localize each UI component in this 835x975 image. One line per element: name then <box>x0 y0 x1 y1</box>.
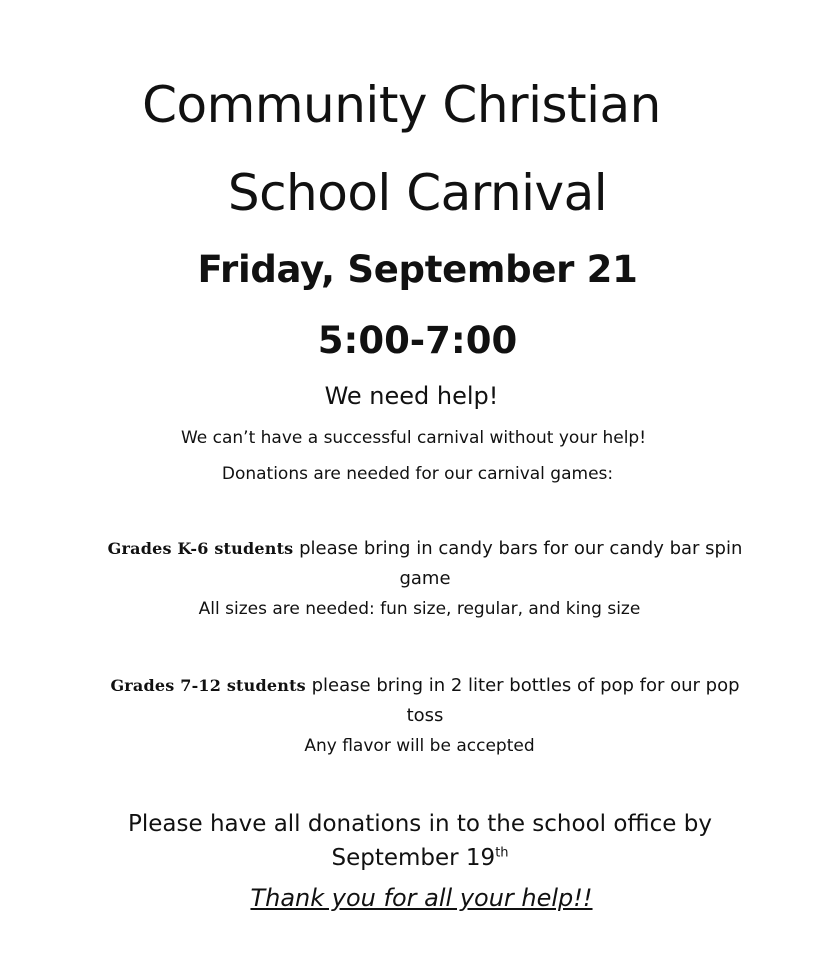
grades-7-12-note: Any flavor will be accepted <box>304 736 535 756</box>
donation-deadline <box>120 807 720 875</box>
thank-you-note: Thank you for all your help!! <box>250 884 593 912</box>
intro-line-2: Donations are needed for our carnival games: <box>221 464 614 484</box>
grades-k6-text: please bring in candy bars for our candy bar spin game <box>299 538 743 589</box>
title-line-2: School Carnival <box>227 164 608 222</box>
intro-line-1: We can’t have a successful carnival without your help! <box>180 428 647 448</box>
event-time: 5:00-7:00 <box>317 319 518 362</box>
grades-k6-note: All sizes are needed: fun size, regular, and king size <box>198 599 641 619</box>
deadline-text: Please have all donations in to the school office by September 19 <box>128 811 712 871</box>
grades-7-12-text: please bring in 2 liter bottles of pop for our pop toss <box>311 675 740 726</box>
deadline-ordinal: th <box>495 845 509 861</box>
title-line-1: Community Christian <box>142 76 661 134</box>
need-help-heading: We need help! <box>324 382 499 410</box>
event-date: Friday, September 21 <box>197 248 638 291</box>
grades-7-12-request <box>100 671 750 731</box>
grades-k6-label: Grades K-6 students <box>107 539 294 558</box>
grades-k6-request <box>100 534 750 594</box>
grades-7-12-label: Grades 7-12 students <box>110 676 306 695</box>
